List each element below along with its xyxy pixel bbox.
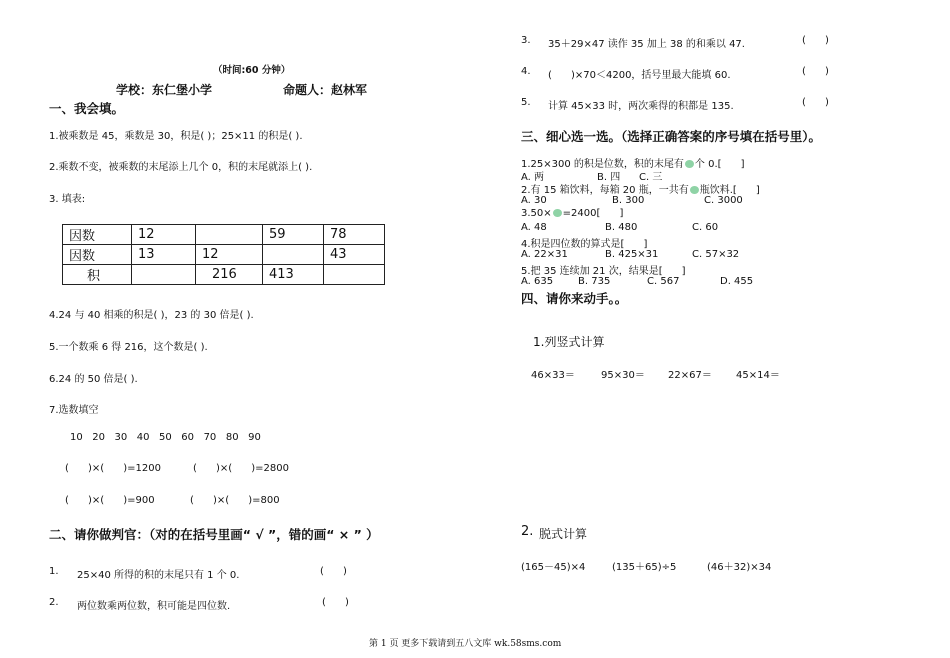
- step-calc-2: (135＋65)÷5: [612, 562, 677, 573]
- image-placeholder-icon: [690, 186, 699, 194]
- judge-item-2-number: 2.: [49, 597, 59, 608]
- table-cell: 因数: [63, 225, 132, 245]
- step-calc-heading: 脱式计算: [539, 527, 588, 541]
- judge-item-5-text: 计算 45×33 时，两次乘得的积都是 135.: [548, 101, 734, 112]
- sec1-question-2: 2.乘数不变，被乘数的末尾添上几个 0，积的末尾就添上( ).: [49, 162, 313, 173]
- image-placeholder-icon: [553, 209, 562, 217]
- sec1-question-3: 3. 填表:: [49, 194, 86, 205]
- choice-4-option-c: C. 57×32: [692, 249, 740, 260]
- table-cell: [263, 245, 324, 265]
- choice-question-3: [521, 208, 623, 219]
- table-cell: 59: [263, 225, 324, 245]
- table-cell: 413: [263, 265, 324, 285]
- choice-question-3-tail: =2400[ ]: [562, 208, 624, 219]
- choice-4-option-a: A. 22×31: [521, 249, 568, 260]
- judge-item-3-number: 3.: [521, 35, 531, 46]
- vertical-calc-3: 22×67＝: [668, 370, 712, 381]
- choice-3-option-b: B. 480: [605, 222, 638, 233]
- table-row: [63, 245, 385, 265]
- choice-2-option-c: C. 3000: [704, 195, 743, 206]
- section-1-title: 一、我会填。: [49, 101, 125, 116]
- choice-blank-2: ( )×( )=2800: [193, 463, 289, 474]
- number-choices: 10 20 30 40 50 60 70 80 90: [70, 432, 261, 443]
- choice-5-option-d: D. 455: [720, 276, 754, 287]
- choice-5-option-c: C. 567: [647, 276, 680, 287]
- table-cell: 13: [132, 245, 196, 265]
- sec1-question-4: 4.24 与 40 相乘的积是( )，23 的 30 倍是( ).: [49, 310, 254, 321]
- choice-5-option-b: B. 735: [578, 276, 611, 287]
- step-calc-3: (46＋32)×34: [707, 562, 772, 573]
- table-cell: 216: [196, 265, 263, 285]
- table-cell: [196, 225, 263, 245]
- judge-item-2-text: 两位数乘两位数，积可能是四位数.: [77, 601, 231, 612]
- page-footer: 第 1 页 更多下载请到五八文库 wk.58sms.com: [369, 639, 562, 649]
- judge-item-1-paren: ( ): [320, 566, 347, 577]
- sec1-question-1: 1.被乘数是 45，乘数是 30，积是( )；25×11 的积是( ).: [49, 131, 303, 142]
- table-cell: 因数: [63, 245, 132, 265]
- choice-question-4: 4.积是四位数的算式是[ ]: [521, 239, 648, 250]
- step-calc-number: 2.: [521, 524, 534, 539]
- choice-question-3-text: 3.50×: [521, 208, 552, 219]
- fill-in-table: [62, 224, 385, 285]
- section-3-title: 三、细心选一选。（选择正确答案的序号填在括号里）。: [521, 129, 822, 144]
- table-cell: 积: [63, 265, 132, 285]
- choice-1-option-c: C. 三: [639, 172, 663, 183]
- choice-5-option-a: A. 635: [521, 276, 554, 287]
- step-calc-1: (165－45)×4: [521, 562, 586, 573]
- choice-question-2: [521, 181, 760, 196]
- school-name: 学校：东仁堡小学: [116, 83, 213, 97]
- judge-item-1-number: 1.: [49, 566, 59, 577]
- exam-time: （时间:60 分钟）: [213, 65, 291, 76]
- sec1-question-5: 5.一个数乘 6 得 216，这个数是( ).: [49, 342, 208, 353]
- table-cell: 78: [324, 225, 385, 245]
- judge-item-4-text: ( )×70＜4200，括号里最大能填 60.: [548, 70, 731, 81]
- vertical-calc-4: 45×14＝: [736, 370, 780, 381]
- table-row: [63, 225, 385, 245]
- vertical-calc-heading: 1.列竖式计算: [533, 335, 605, 349]
- table-row: [63, 265, 385, 285]
- judge-item-1-text: 25×40 所得的积的末尾只有 1 个 0.: [77, 570, 240, 581]
- choice-blank-1: ( )×( )=1200: [65, 463, 161, 474]
- choice-question-1-tail: 个 0.[ ]: [694, 159, 745, 170]
- table-cell: 12: [132, 225, 196, 245]
- sec1-question-6: 6.24 的 50 倍是( ).: [49, 374, 138, 385]
- choice-blank-4: ( )×( )=800: [190, 495, 280, 506]
- judge-item-5-number: 5.: [521, 97, 531, 108]
- choice-2-option-a: A. 30: [521, 195, 547, 206]
- image-placeholder-icon: [685, 160, 694, 168]
- choice-4-option-b: B. 425×31: [605, 249, 659, 260]
- choice-3-option-a: A. 48: [521, 222, 547, 233]
- vertical-calc-2: 95×30＝: [601, 370, 645, 381]
- choice-blank-3: ( )×( )=900: [65, 495, 155, 506]
- section-4-title: 四、请你来动手。。: [521, 291, 628, 306]
- choice-question-2-text: 2.有 15 箱饮料，每箱 20 瓶，一共有: [521, 185, 689, 196]
- choice-question-2-tail: 瓶饮料.[ ]: [699, 185, 760, 196]
- choice-1-option-b: B. 四: [597, 172, 621, 183]
- judge-item-2-paren: ( ): [322, 597, 349, 608]
- choice-question-1: [521, 155, 745, 170]
- judge-item-4-paren: ( ): [802, 66, 829, 77]
- judge-item-3-paren: ( ): [802, 35, 829, 46]
- judge-item-4-number: 4.: [521, 66, 531, 77]
- choice-3-option-c: C. 60: [692, 222, 719, 233]
- choice-2-option-b: B. 300: [612, 195, 645, 206]
- choice-question-1-text: 1.25×300 的积是位数，积的末尾有: [521, 159, 684, 170]
- question-author: 命题人：赵林军: [283, 83, 368, 97]
- section-2-title: 二、请你做判官：（对的在括号里画“ √ ”，错的画“ × ” ）: [49, 527, 379, 542]
- sec1-question-7: 7.选数填空: [49, 405, 99, 416]
- judge-item-3-text: 35＋29×47 读作 35 加上 38 的和乘以 47.: [548, 39, 745, 50]
- vertical-calc-1: 46×33＝: [531, 370, 575, 381]
- table-cell: 43: [324, 245, 385, 265]
- table-cell: [132, 265, 196, 285]
- choice-question-5: 5.把 35 连续加 21 次，结果是[ ]: [521, 266, 686, 277]
- table-cell: 12: [196, 245, 263, 265]
- judge-item-5-paren: ( ): [802, 97, 829, 108]
- choice-1-option-a: A. 两: [521, 172, 545, 183]
- table-cell: [324, 265, 385, 285]
